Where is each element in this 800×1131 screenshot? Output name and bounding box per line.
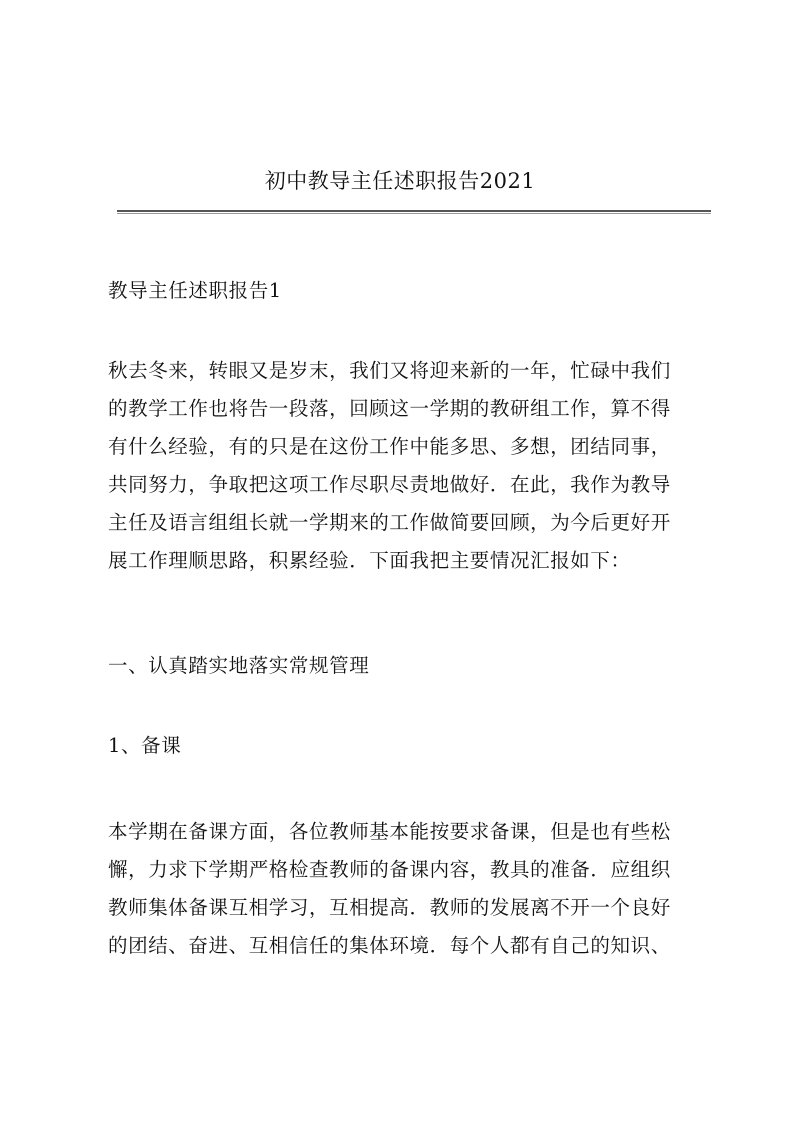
intro-paragraph — [108, 352, 708, 580]
body-paragraph — [108, 813, 708, 965]
paragraph-line: 本学期在备课方面，各位教师基本能按要求备课，但是也有些松 — [108, 820, 671, 843]
paragraph-line: 的团结、奋进、互相信任的集体环境．每个人都有自己的知识、 — [108, 934, 671, 957]
paragraph-line: 展工作理顺思路，积累经验．下面我把主要情况汇报如下： — [108, 549, 631, 572]
section-heading: 教导主任述职报告1 — [108, 279, 282, 302]
paragraph-line: 主任及语言组组长就一学期来的工作做简要回顾，为今后更好开 — [108, 511, 671, 534]
title-divider-secondary — [117, 213, 711, 214]
subheading-lesson-prep: 1、备课 — [108, 734, 182, 757]
heading-routine-management: 一、认真踏实地落实常规管理 — [108, 654, 370, 677]
paragraph-line: 有什么经验，有的只是在这份工作中能多思、多想，团结同事， — [108, 435, 671, 458]
paragraph-line: 教师集体备课互相学习，互相提高．教师的发展离不开一个良好 — [108, 896, 671, 919]
paragraph-line: 的教学工作也将告一段落，回顾这一学期的教研组工作，算不得 — [108, 397, 671, 420]
document-title: 初中教导主任述职报告2021 — [264, 169, 536, 193]
paragraph-line: 懈，力求下学期严格检查教师的备课内容，教具的准备．应组织 — [108, 858, 671, 881]
paragraph-line: 共同努力，争取把这项工作尽职尽责地做好．在此，我作为教导 — [108, 473, 671, 496]
paragraph-line: 秋去冬来，转眼又是岁末，我们又将迎来新的一年，忙碌中我们 — [108, 359, 671, 382]
title-divider — [117, 210, 711, 212]
